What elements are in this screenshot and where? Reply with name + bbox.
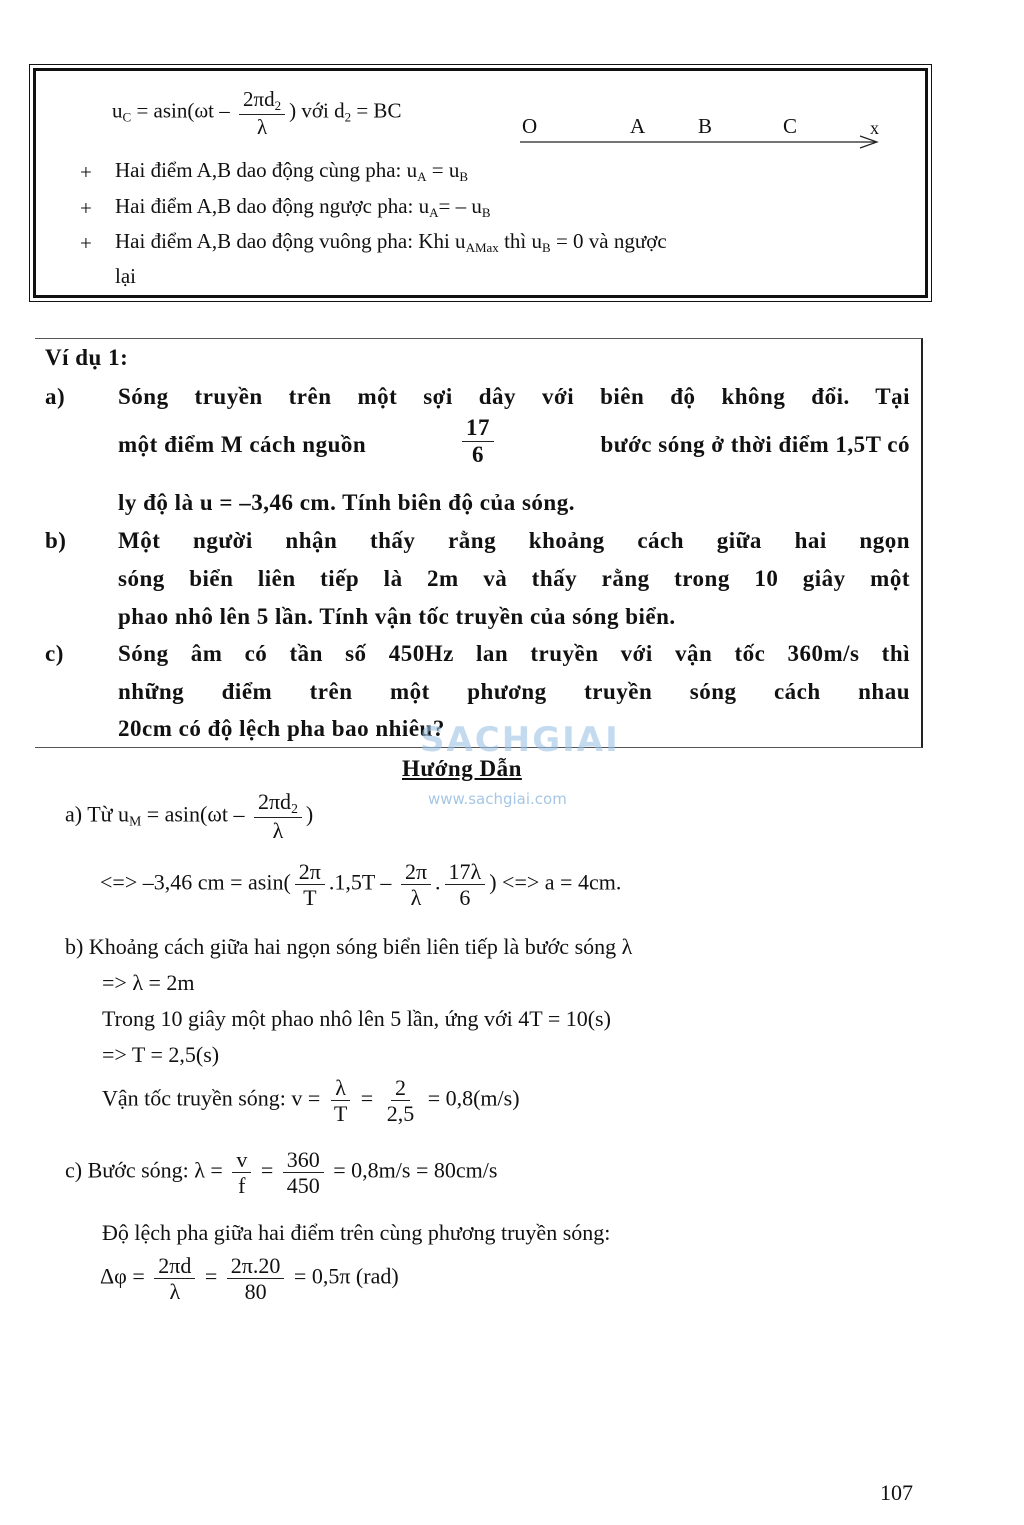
example-a-line2-left: một điểm M cách nguồn — [118, 432, 367, 457]
solution-c-line2: Độ lệch pha giữa hai điểm trên cùng phương truyền sóng: — [102, 1220, 611, 1245]
solution-b-line5: Vận tốc truyền sóng: v = $\frac{\lambda}{T}$ = $\frac{2}{2,5}$ = 0,8(m/s) — [102, 1075, 520, 1127]
bullet-plus: + — [80, 231, 92, 255]
solution-a-line1: a) Từ $u_M = asin(\omega t$ – $\frac{2\pi d_2}{\lambda}$ ) — [65, 789, 314, 844]
axis-label-x: x — [870, 118, 879, 138]
solution-a-line2: <=> –3,46 cm = asin( $\frac{2\pi}{T}$ .1,5T – $\frac{2\pi}{\lambda}$ . $\frac{17\lambda}{6}$ ) <=> a = 4cm. — [100, 859, 622, 911]
watermark-url: www.sachgiai.com — [428, 790, 567, 808]
axis-label-o: O — [522, 114, 538, 138]
example-b-line3: phao nhô lên 5 lần. Tính vận tốc truyền của sóng biển. — [118, 604, 676, 629]
solution-heading: Hướng Dẫn — [402, 756, 522, 781]
watermark-logo: SACHGIAI — [420, 720, 620, 760]
example-c-line2: những điểm trên một phương truyền sóng cách nhau — [118, 679, 910, 704]
uc-formula: $u_C = asin(\omega t$ – $\frac{2\pi d_2}{\lambda}$ ) với $d_2$ = BC — [112, 87, 402, 139]
axis-label-a: A — [630, 114, 646, 138]
example-a-fraction: $\frac{17}{6}$ — [458, 416, 498, 467]
bullet-quadrature: Hai điểm A,B dao động vuông pha: Khi $u_{AMax}$ thì $u_B = 0$ và ngược — [115, 229, 667, 255]
page-number: 107 — [880, 1480, 913, 1505]
bullet-plus: + — [80, 196, 92, 220]
bullet-opposite-phase: Hai điểm A,B dao động ngược pha: $u_A= - u_B$ — [115, 194, 491, 220]
example-a-label: a) — [45, 384, 66, 409]
bullet-plus: + — [80, 160, 92, 184]
example-b-line1: Một người nhận thấy rằng khoảng cách giữa hai ngọn — [118, 528, 910, 553]
example-c-line3: 20cm có độ lệch pha bao nhiêu? — [118, 716, 445, 741]
example-b-line2: sóng biển liên tiếp là 2m và thấy rằng trong 10 giây một — [118, 566, 910, 591]
solution-b-line2: => λ = 2m — [102, 970, 195, 995]
solution-b-line4: => T = 2,5(s) — [102, 1042, 220, 1067]
solution-b-line3: Trong 10 giây một phao nhô lên 5 lần, ứng với 4T = 10(s) — [102, 1006, 611, 1031]
example-a-line1: Sóng truyền trên một sợi dây với biên độ không đổi. Tại — [118, 384, 910, 409]
example-a-line3: ly độ là u = –3,46 cm. Tính biên độ của sóng. — [118, 490, 575, 515]
bullet-quadrature-cont: lại — [115, 264, 136, 288]
example-c-line1: Sóng âm có tần số 450Hz lan truyền với vận tốc 360m/s thì — [118, 641, 910, 666]
bullet-same-phase: Hai điểm A,B dao động cùng pha: $u_A = u_B$ — [115, 158, 469, 184]
axis-label-c: C — [783, 114, 798, 138]
solution-c-line1: c) Bước sóng: λ = $\frac{v}{f}$ = $\frac{360}{450}$ = 0,8m/s = 80cm/s — [65, 1147, 498, 1199]
solution-b-line1: b) Khoảng cách giữa hai ngọn sóng biển liên tiếp là bước sóng λ — [65, 934, 633, 959]
solution-c-line3: Δφ = $\frac{2\pi d}{\lambda}$ = $\frac{2\pi.20}{80}$ = 0,5π (rad) — [100, 1253, 399, 1305]
example-a-line2-right: bước sóng ở thời điểm 1,5T có — [600, 432, 910, 457]
example-c-label: c) — [45, 641, 64, 666]
axis-label-b: B — [698, 114, 713, 138]
example-b-label: b) — [45, 528, 67, 553]
example-title: Ví dụ 1: — [45, 345, 129, 370]
